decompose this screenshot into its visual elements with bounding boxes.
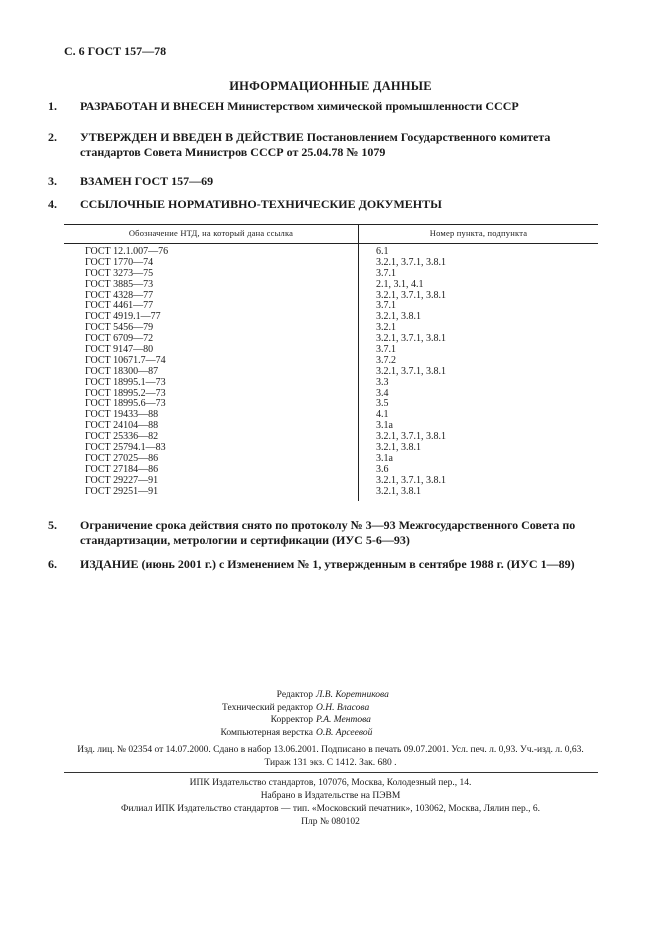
table-row — [64, 311, 598, 322]
clause-numbers: 3.7.2 — [376, 354, 396, 366]
table-row — [64, 268, 598, 279]
credit-role: Корректор — [270, 715, 313, 725]
clause-numbers: 3.2.1, 3.7.1, 3.8.1 — [376, 256, 446, 268]
clause-numbers: 3.1а — [376, 420, 393, 432]
document-designation: ГОСТ 1770—74 — [85, 256, 154, 268]
document-designation: ГОСТ 18300—87 — [85, 365, 159, 377]
document-designation: ГОСТ 4328—77 — [85, 289, 154, 301]
clause-numbers: 3.6 — [376, 463, 389, 475]
printing-line-3: Филиал ИПК Издательство стандартов — тип. «Московский печатник», 103062, Москва, Лялин пер., 6. — [120, 804, 540, 814]
table-row — [64, 431, 598, 442]
publication-info — [0, 744, 661, 770]
table-row — [64, 475, 598, 486]
reference-documents-table — [64, 224, 598, 496]
credit-line — [0, 702, 661, 715]
document-designation: ГОСТ 19433—88 — [85, 409, 159, 421]
printing-line-2: Набрано в Издательстве на ПЭВМ — [260, 791, 401, 801]
clause-numbers: 3.2.1, 3.8.1 — [376, 485, 421, 497]
info-item-4 — [48, 197, 604, 212]
credit-role: Редактор — [276, 690, 313, 700]
document-designation: ГОСТ 10671.7—74 — [85, 354, 166, 366]
document-designation: ГОСТ 18995.2—73 — [85, 387, 166, 399]
table-row — [64, 398, 598, 409]
table-row — [64, 290, 598, 301]
clause-numbers: 3.7.1 — [376, 267, 396, 279]
document-designation: ГОСТ 29227—91 — [85, 474, 159, 486]
credit-role: Технический редактор — [222, 702, 313, 713]
clause-numbers: 3.4 — [376, 387, 389, 399]
clause-numbers: 3.7.1 — [376, 300, 396, 312]
table-row — [64, 322, 598, 333]
editorial-credits — [0, 689, 661, 739]
item-number: 1. — [48, 99, 57, 113]
item-text: ССЫЛОЧНЫЕ НОРМАТИВНО-ТЕХНИЧЕСКИЕ ДОКУМЕНТЫ — [80, 197, 442, 211]
printing-line-1: ИПК Издательство стандартов, 107076, Москва, Колодезный пер., 14. — [189, 778, 472, 788]
column-header-document: Обозначение НТД, на который дана ссылка — [128, 228, 294, 238]
clause-numbers: 4.1 — [376, 409, 389, 421]
publication-line-2: Тираж 131 экз. С 1412. Зак. 680 . — [264, 758, 397, 768]
divider-rule — [64, 772, 598, 773]
document-designation: ГОСТ 3885—73 — [85, 278, 154, 290]
item-text: ИЗДАНИЕ (июнь 2001 г.) с Изменением № 1, утвержденным в сентябре 1988 г. (ИУС 1—89) — [80, 557, 575, 571]
item-number: 5. — [48, 518, 57, 532]
document-designation: ГОСТ 9147—80 — [85, 344, 154, 356]
table-row — [64, 409, 598, 420]
table-row — [64, 486, 598, 497]
printing-info — [0, 777, 661, 829]
credit-line — [0, 727, 661, 740]
table-row — [64, 279, 598, 290]
document-designation: ГОСТ 25336—82 — [85, 431, 159, 443]
table-row — [64, 355, 598, 366]
document-designation: ГОСТ 18995.1—73 — [85, 376, 166, 388]
item-number: 2. — [48, 130, 57, 144]
document-designation: ГОСТ 12.1.007—76 — [85, 246, 169, 257]
page-header: С. 6 ГОСТ 157—78 — [64, 44, 167, 58]
clause-numbers: 3.5 — [376, 398, 389, 410]
clause-numbers: 3.7.1 — [376, 344, 396, 356]
credit-line — [0, 689, 661, 702]
clause-numbers: 3.2.1 — [376, 322, 396, 334]
table-row — [64, 344, 598, 355]
printing-line-4: Плр № 080102 — [301, 817, 360, 827]
table-row — [64, 388, 598, 399]
item-text: УТВЕРЖДЕН И ВВЕДЕН В ДЕЙСТВИЕ Постановлением Государственного комитета стандартов Совета Министров СССР от 25.04.78 № 1079 — [80, 130, 551, 159]
table-row — [64, 246, 598, 257]
table-row — [64, 366, 598, 377]
credit-name: Л.В. Коретникова — [316, 690, 389, 700]
clause-numbers: 3.2.1, 3.7.1, 3.8.1 — [376, 474, 446, 486]
clause-numbers: 3.2.1, 3.8.1 — [376, 442, 421, 454]
clause-numbers: 3.3 — [376, 376, 389, 388]
document-designation: ГОСТ 6709—72 — [85, 333, 154, 345]
document-designation: ГОСТ 24104—88 — [85, 420, 159, 432]
info-item-3 — [48, 174, 604, 189]
credit-name: О.В. Арсеевой — [316, 727, 373, 738]
clause-numbers: 3.2.1, 3.7.1, 3.8.1 — [376, 333, 446, 345]
clause-numbers: 3.2.1, 3.7.1, 3.8.1 — [376, 431, 446, 443]
item-text: РАЗРАБОТАН И ВНЕСЕН Министерством химической промышленности СССР — [80, 99, 519, 113]
item-number: 4. — [48, 197, 57, 211]
table-body — [64, 244, 598, 496]
info-item-6 — [48, 557, 604, 572]
table-row — [64, 420, 598, 431]
credit-line — [0, 714, 661, 727]
clause-numbers: 2.1, 3.1, 4.1 — [376, 278, 424, 290]
document-designation: ГОСТ 18995.6—73 — [85, 398, 166, 410]
clause-numbers: 3.1а — [376, 452, 393, 464]
item-text: ВЗАМЕН ГОСТ 157—69 — [80, 174, 214, 188]
document-designation: ГОСТ 25794.1—83 — [85, 442, 166, 454]
clause-numbers: 3.2.1, 3.8.1 — [376, 311, 421, 323]
info-item-1 — [48, 99, 604, 114]
table-row — [64, 333, 598, 344]
table-row — [64, 257, 598, 268]
item-number: 3. — [48, 174, 57, 188]
table-row — [64, 442, 598, 453]
document-designation: ГОСТ 4461—77 — [85, 300, 154, 312]
table-row — [64, 300, 598, 311]
publication-line-1: Изд. лиц. № 02354 от 14.07.2000. Сдано в набор 13.06.2001. Подписано в печать 09.07.2001. Усл. печ. л. 0,93. Уч.-изд. л. 0,63. — [77, 745, 584, 755]
document-designation: ГОСТ 27025—86 — [85, 452, 159, 464]
table-row — [64, 377, 598, 388]
info-item-5 — [48, 518, 604, 548]
table-row — [64, 464, 598, 475]
credit-role: Компьютерная верстка — [220, 727, 313, 738]
info-item-2 — [48, 130, 604, 160]
credit-name: О.Н. Власова — [316, 702, 370, 713]
table-header — [64, 224, 598, 244]
clause-numbers: 3.2.1, 3.7.1, 3.8.1 — [376, 289, 446, 301]
table-row — [64, 453, 598, 464]
page-title: ИНФОРМАЦИОННЫЕ ДАННЫЕ — [229, 79, 432, 93]
document-designation: ГОСТ 4919.1—77 — [85, 311, 161, 323]
document-designation: ГОСТ 29251—91 — [85, 485, 159, 497]
item-number: 6. — [48, 557, 57, 571]
document-designation: ГОСТ 27184—86 — [85, 463, 159, 475]
column-header-clause: Номер пункта, подпункта — [429, 228, 528, 238]
document-designation: ГОСТ 5456—79 — [85, 322, 154, 334]
clause-numbers: 6.1 — [376, 246, 389, 257]
credit-name: Р.А. Ментова — [316, 715, 371, 725]
clause-numbers: 3.2.1, 3.7.1, 3.8.1 — [376, 365, 446, 377]
item-text: Ограничение срока действия снято по протоколу № 3—93 Межгосударственного Совета по стандартизации, метрологии и сертификации (ИУС 5-6—93) — [80, 518, 576, 547]
document-designation: ГОСТ 3273—75 — [85, 267, 154, 279]
